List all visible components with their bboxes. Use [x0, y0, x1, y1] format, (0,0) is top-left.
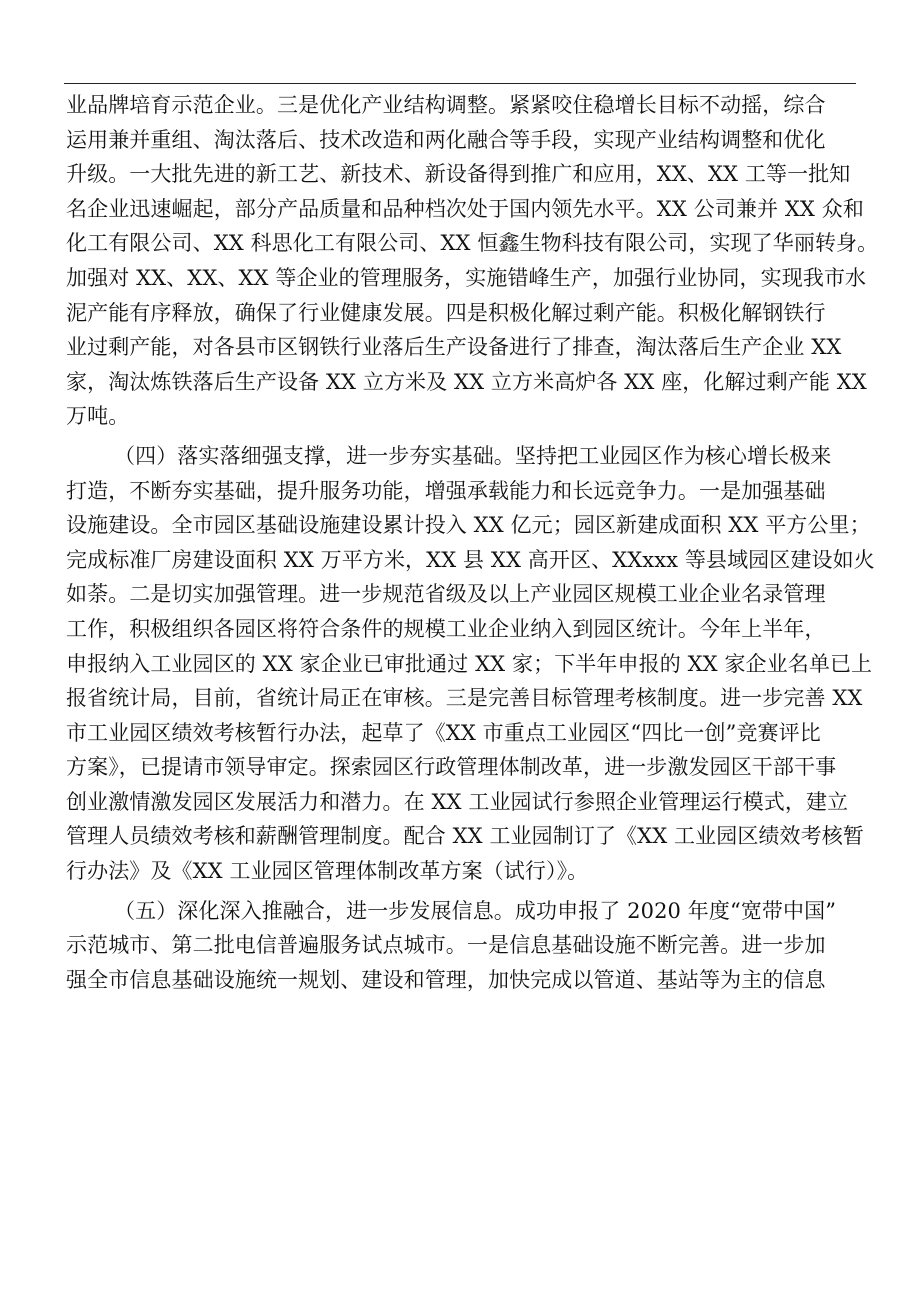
text-line: 万吨。: [66, 404, 130, 429]
text-line: 家，淘汰炼铁落后生产设备 XX 立方米及 XX 立方米高炉各 XX 座，化解过剩产能 XX: [66, 369, 867, 394]
text-line: 管理人员绩效考核和薪酬管理制度。配合 XX 工业园制订了《XX 工业园区绩效考核暂: [66, 824, 864, 849]
text-line: 升级。一大批先进的新工艺、新技术、新设备得到推广和应用，XX、XX 工等一批知: [66, 162, 851, 187]
paragraph-2: [66, 439, 875, 889]
text-line: 完成标准厂房建设面积 XX 万平方米，XX 县 XX 高开区、XXxxx 等县域园区建设如火: [66, 547, 875, 572]
text-line: 名企业迅速崛起，部分产品质量和品种档次处于国内领先水平。XX 公司兼并 XX 众和: [66, 196, 864, 221]
paragraph-3: [66, 894, 858, 998]
text-line: 报省统计局，目前，省统计局正在审核。三是完善目标管理考核制度。进一步完善 XX: [66, 686, 863, 711]
text-line: （五）深化深入推融合，进一步发展信息。成功申报了 2020 年度“宽带中国”: [114, 898, 837, 923]
text-line: 设施建设。全市园区基础设施建设累计投入 XX 亿元；园区新建成面积 XX 平方公里；: [66, 513, 871, 538]
text-line: 泥产能有序释放，确保了行业健康发展。四是积极化解过剩产能。积极化解钢铁行: [66, 300, 826, 325]
text-line: 工作，积极组织各园区将符合条件的规模工业企业纳入到园区统计。今年上半年，: [66, 616, 826, 641]
body-text: [66, 88, 879, 997]
text-line: （四）落实落细强支撑，进一步夯实基础。坚持把工业园区作为核心增长极来: [114, 443, 832, 468]
text-line: 行办法》及《XX 工业园区管理体制改革方案（试行）》。: [66, 859, 589, 884]
header-rule: [64, 83, 856, 84]
text-line: 方案》，已提请市领导审定。探索园区行政管理体制改革，进一步激发园区干部干事: [66, 755, 837, 780]
text-line: 加强对 XX、XX、XX 等企业的管理服务，实施错峰生产，加强行业协同，实现我市水: [66, 265, 867, 290]
text-line: 示范城市、第二批电信普遍服务试点城市。一是信息基础设施不断完善。进一步加: [66, 933, 826, 958]
text-line: 业品牌培育示范企业。三是优化产业结构调整。紧紧咬住稳增长目标不动摇，综合: [66, 93, 826, 117]
text-line: 申报纳入工业园区的 XX 家企业已审批通过 XX 家；下半年申报的 XX 家企业名单已上: [66, 651, 873, 676]
text-line: 打造，不断夯实基础，提升服务功能，增强承载能力和长远竞争力。一是加强基础: [66, 478, 826, 503]
text-line: 化工有限公司、XX 科思化工有限公司、XX 恒鑫生物科技有限公司，实现了华丽转身。: [66, 231, 879, 256]
text-line: 创业激情激发园区发展活力和潜力。在 XX 工业园试行参照企业管理运行模式，建立: [66, 789, 849, 814]
text-line: 运用兼并重组、淘汰落后、技术改造和两化融合等手段，实现产业结构调整和优化: [66, 127, 826, 152]
text-line: 市工业园区绩效考核暂行办法，起草了《XX 市重点工业园区“四比一创”竞赛评比: [66, 720, 821, 745]
paragraph-1: [66, 88, 879, 434]
text-line: 如荼。二是切实加强管理。进一步规范省级及以上产业园区规模工业企业名录管理: [66, 582, 826, 607]
text-line: 强全市信息基础设施统一规划、建设和管理，加快完成以管道、基站等为主的信息: [66, 967, 826, 992]
text-line: 业过剩产能，对各县市区钢铁行业落后生产设备进行了排查，淘汰落后生产企业 XX: [66, 335, 842, 360]
